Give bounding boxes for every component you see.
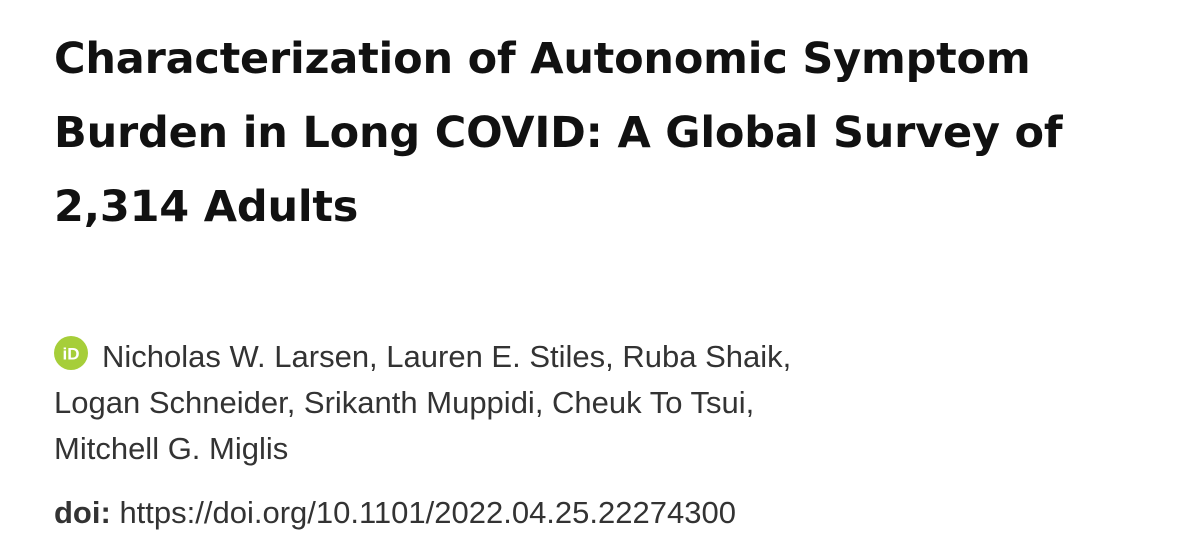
orcid-icon[interactable] bbox=[54, 336, 88, 370]
title-line-1: Characterization of Autonomic Symptom bbox=[54, 34, 1031, 84]
title-line-2: Burden in Long COVID: A Global Survey of bbox=[54, 108, 1063, 158]
paper-title bbox=[54, 22, 1164, 244]
author-line-2: Logan Schneider, Srikanth Muppidi, Cheuk To Tsui, bbox=[54, 385, 755, 420]
doi-label: doi: bbox=[54, 495, 111, 530]
orcid-icon-text: iD bbox=[62, 344, 80, 364]
author-list bbox=[54, 334, 1154, 472]
doi-row bbox=[54, 490, 1160, 536]
author-line-1-text: Nicholas W. Larsen, Lauren E. Stiles, Ruba Shaik, bbox=[102, 339, 792, 374]
title-line-3: 2,314 Adults bbox=[54, 182, 359, 232]
doi-link[interactable]: https://doi.org/10.1101/2022.04.25.22274300 bbox=[119, 495, 736, 530]
author-line-1 bbox=[54, 334, 1154, 380]
author-line-3: Mitchell G. Miglis bbox=[54, 431, 289, 466]
